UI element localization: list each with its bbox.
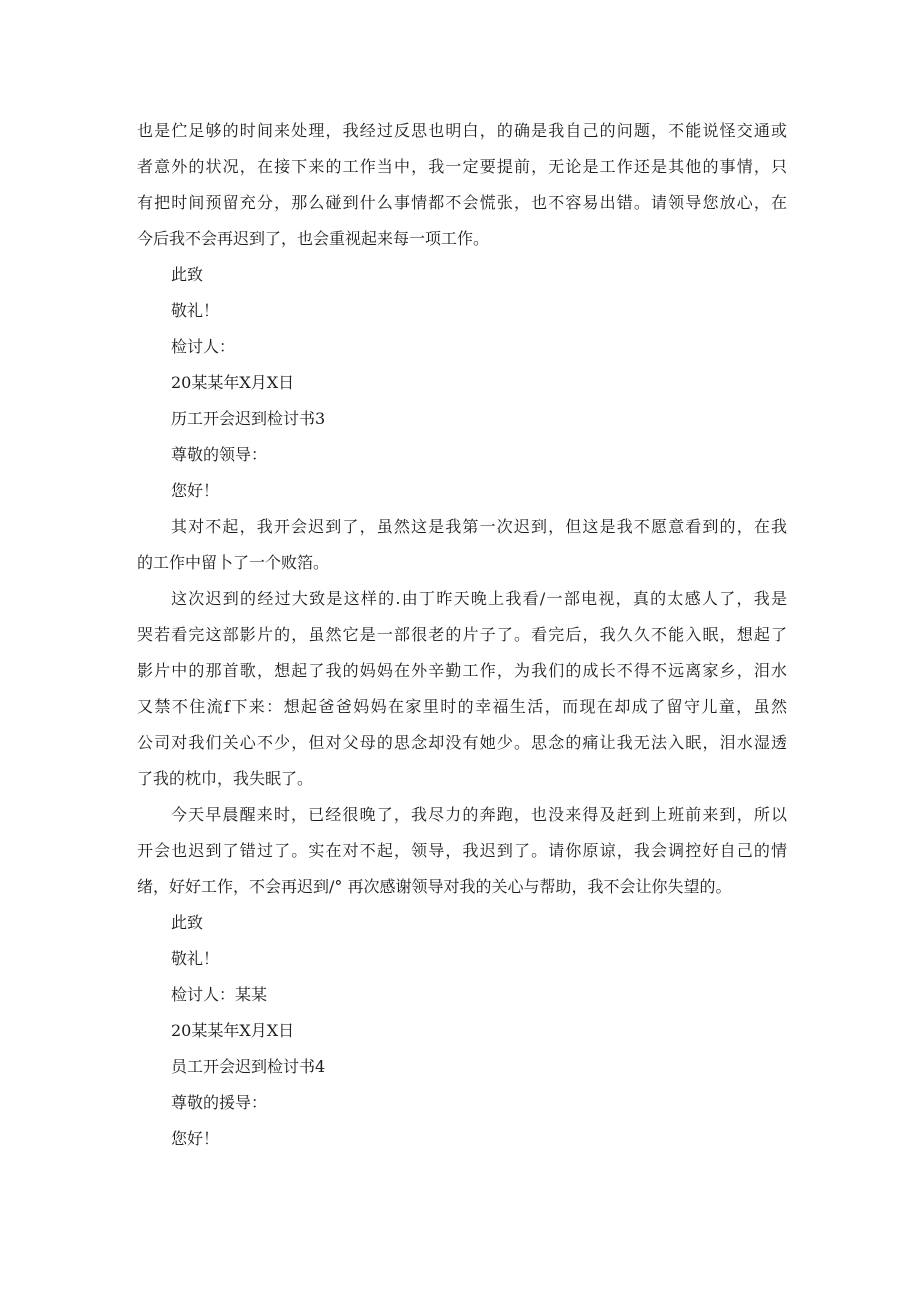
body-text-line: 绪，好好工作，不会再迟到/° 再次感谢领导对我的关心与帮助，我不会让你失望的。 <box>137 877 732 896</box>
body-text-line: 公司对我们关心不少，但对父母的思念却没有她少。思念的痛让我无法入眠，泪水湿透 <box>137 733 787 752</box>
greeting-addressee: 尊敬的援导： <box>171 1093 268 1112</box>
section-title: 历工开会迟到检讨书3 <box>171 409 326 428</box>
date-line: 20某某年X月X日 <box>171 1021 295 1040</box>
closing-salutation: 此致 <box>171 265 204 284</box>
body-text-line: 者意外的状况，在接下来的工作当中，我一定要提前，无论是工作还是其他的事情，只 <box>137 157 787 176</box>
greeting-addressee: 尊敬的领导： <box>171 445 268 464</box>
body-text-line: 影片中的那首歌，想起了我的妈妈在外辛勤工作，为我们的成长不得不远离家乡，泪水 <box>137 661 787 680</box>
body-text-line: 哭若看完这部影片的，虽然它是一部很老的片子了。看完后，我久久不能入眠，想起了 <box>137 625 787 644</box>
body-text-line: 其对不起，我开会迟到了，虽然这是我第一次迟到，但这是我不愿意看到的，在我 <box>171 517 787 536</box>
body-text-line: 了我的枕巾，我失眠了。 <box>137 769 314 788</box>
body-text-line: 有把时间预留充分，那么碰到什么事情都不会慌张，也不容易出错。请领导您放心，在 <box>137 193 787 212</box>
body-text-line: 又禁不住流f下来：想起爸爸妈妈在家里时的幸福生活，而现在却成了留守儿童，虽然 <box>137 697 787 716</box>
closing-regards: 敬礼！ <box>171 949 220 968</box>
body-text-line: 今后我不会再迟到了，也会重视起来每一项工作。 <box>137 229 490 248</box>
body-text-line: 今天早晨醒来时，已经很晚了，我尽力的奔跑，也没来得及赶到上班前来到，所以 <box>171 805 787 824</box>
signer-label: 检讨人：某某 <box>171 985 268 1004</box>
body-text-line: 也是伫足够的时间来处理，我经过反思也明白，的确是我自己的问题，不能说怪交通或 <box>137 121 787 140</box>
closing-regards: 敬礼！ <box>171 301 220 320</box>
body-text-line: 开会也迟到了错过了。实在对不起，领导，我迟到了。请你原谅，我会调控好自己的情 <box>137 841 787 860</box>
closing-salutation: 此致 <box>171 913 204 932</box>
greeting-hello: 您好！ <box>171 481 220 500</box>
section-title: 员工开会迟到检讨书4 <box>171 1057 326 1076</box>
greeting-hello: 您好！ <box>171 1129 220 1148</box>
date-line: 20某某年X月X日 <box>171 373 295 392</box>
signer-label: 检讨人： <box>171 337 236 356</box>
body-text-line: 这次迟到的经过大致是这样的.由丁昨天晚上我看/一部电视，真的太感人了，我是 <box>171 589 787 608</box>
body-text-line: 的工作中留卜了一个败箔。 <box>137 553 330 572</box>
